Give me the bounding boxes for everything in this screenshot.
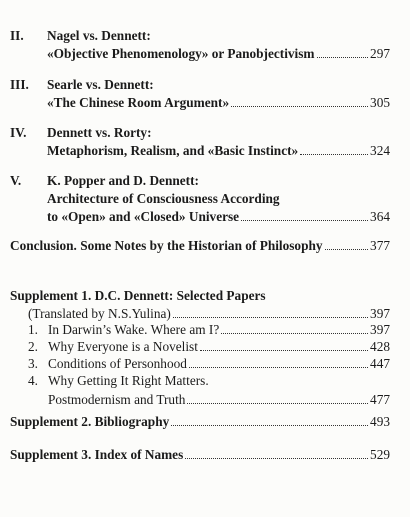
page-number: 377 (370, 238, 390, 253)
dot-leader (221, 333, 368, 334)
chapter-title-line: Dennett vs. Rorty: (47, 125, 152, 140)
paper-title: In Darwin’s Wake. Where am I? (48, 322, 220, 337)
paper-title: Postmodernism and Truth (48, 392, 186, 407)
page-number: 477 (370, 392, 390, 407)
paper-title: Why Everyone is a Novelist (48, 339, 198, 354)
toc-supplement-3 (10, 447, 390, 463)
chapter-title-line: «Objective Phenomenology» or Panobjectivism (47, 46, 315, 61)
page-number: 305 (370, 95, 390, 110)
dot-leader (300, 154, 368, 155)
dot-leader (200, 350, 368, 351)
chapter-title-line: Nagel vs. Dennett: (47, 28, 151, 43)
dot-leader (317, 57, 369, 58)
toc-supplement-1 (10, 288, 390, 322)
toc-supplement-2 (10, 414, 390, 430)
chapter-title-line: Searle vs. Dennett: (47, 77, 154, 92)
chapter-number: II. (10, 28, 24, 43)
chapter-title-line: «The Chinese Room Argument» (47, 95, 230, 110)
conclusion-title: Conclusion. Some Notes by the Historian of Philosophy (10, 238, 323, 253)
dot-leader (187, 403, 368, 404)
dot-leader (231, 106, 368, 107)
page-number: 529 (370, 447, 390, 462)
translator-note: (Translated by N.S.Yulina) (28, 306, 171, 321)
chapter-title-line: K. Popper and D. Dennett: (47, 173, 199, 188)
dot-leader (241, 220, 368, 221)
dot-leader (325, 249, 369, 250)
toc-conclusion (10, 238, 390, 254)
chapter-number: III. (10, 77, 29, 92)
dot-leader (171, 425, 368, 426)
page-number: 324 (370, 143, 390, 158)
paper-number: 4. (28, 373, 38, 388)
supplement-title: Supplement 3. Index of Names (10, 447, 184, 462)
dot-leader (185, 458, 368, 459)
page-number: 397 (370, 322, 390, 337)
page-number: 428 (370, 339, 390, 354)
page-number: 493 (370, 414, 390, 429)
chapter-number: IV. (10, 125, 27, 140)
paper-title: Conditions of Personhood (48, 356, 187, 371)
chapter-title-line: to «Open» and «Closed» Universe (47, 209, 240, 224)
supplement-title: Supplement 1. D.C. Dennett: Selected Papers (10, 288, 266, 303)
dot-leader (189, 367, 368, 368)
page-number: 447 (370, 356, 390, 371)
page-number: 297 (370, 46, 390, 61)
supplement-title: Supplement 2. Bibliography (10, 414, 170, 429)
paper-number: 3. (28, 356, 38, 371)
page-number: 397 (370, 306, 390, 321)
paper-title: Why Getting It Right Matters. (48, 373, 209, 388)
page-number: 364 (370, 209, 390, 224)
dot-leader (173, 317, 368, 318)
chapter-title-line: Metaphorism, Realism, and «Basic Instinct» (47, 143, 299, 158)
chapter-number: V. (10, 173, 22, 188)
paper-number: 2. (28, 339, 38, 354)
chapter-title-line: Architecture of Consciousness According (47, 191, 280, 206)
paper-number: 1. (28, 322, 38, 337)
